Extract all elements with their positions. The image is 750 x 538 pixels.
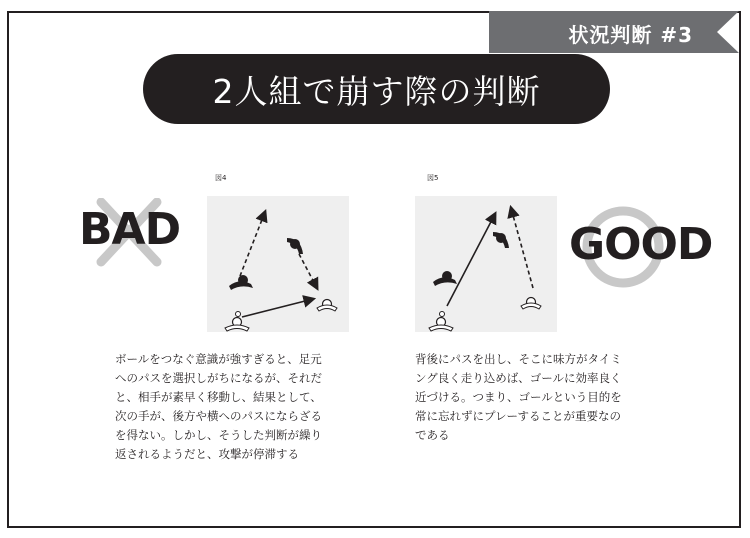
figure-5-label: 図5 [427,174,439,182]
defender-icon [433,271,457,286]
good-explanation: 背後にパスを出し、そこに味方がタイミ ング良く走り込めば、ゴールに効率良く 近づける。つまり、ゴールという目的を 常に忘れずにプレーすることが重要なの である [415,352,622,442]
page-title-text: 2人組で崩す際の判断 [212,71,541,111]
teammate-icon [521,298,541,310]
page-frame [7,11,741,528]
section-tag [489,11,739,53]
page-title [143,54,610,124]
good-label: GOOD [569,219,713,270]
bad-explanation: ボールをつなぐ意識が強すぎると、足元 へのパスを選択しがちになるが、それだ と、相手が素早く移動し、結果として、 次の手が、後方や横へのパスにならざる を得ない。しかし、そうした判断が繰り 返されるようだと、攻撃が停滞する [115,352,322,461]
player-with-ball-icon [225,312,249,332]
defender-icon [493,232,509,248]
defender-icon [229,275,253,290]
diagram-5-drawing [415,196,557,332]
figure-4-label: 図4 [215,174,227,182]
defender-icon [287,238,303,254]
bad-label: BAD [79,204,181,255]
section-tag-label: 状況判断 #3 [568,23,693,47]
diagram-figure-4 [207,196,349,332]
bad-verdict [79,198,199,268]
diagram-4-drawing [207,196,349,332]
good-verdict [569,203,719,293]
diagram-figure-5 [415,196,557,332]
player-with-ball-icon [429,312,453,332]
teammate-icon [317,300,337,312]
